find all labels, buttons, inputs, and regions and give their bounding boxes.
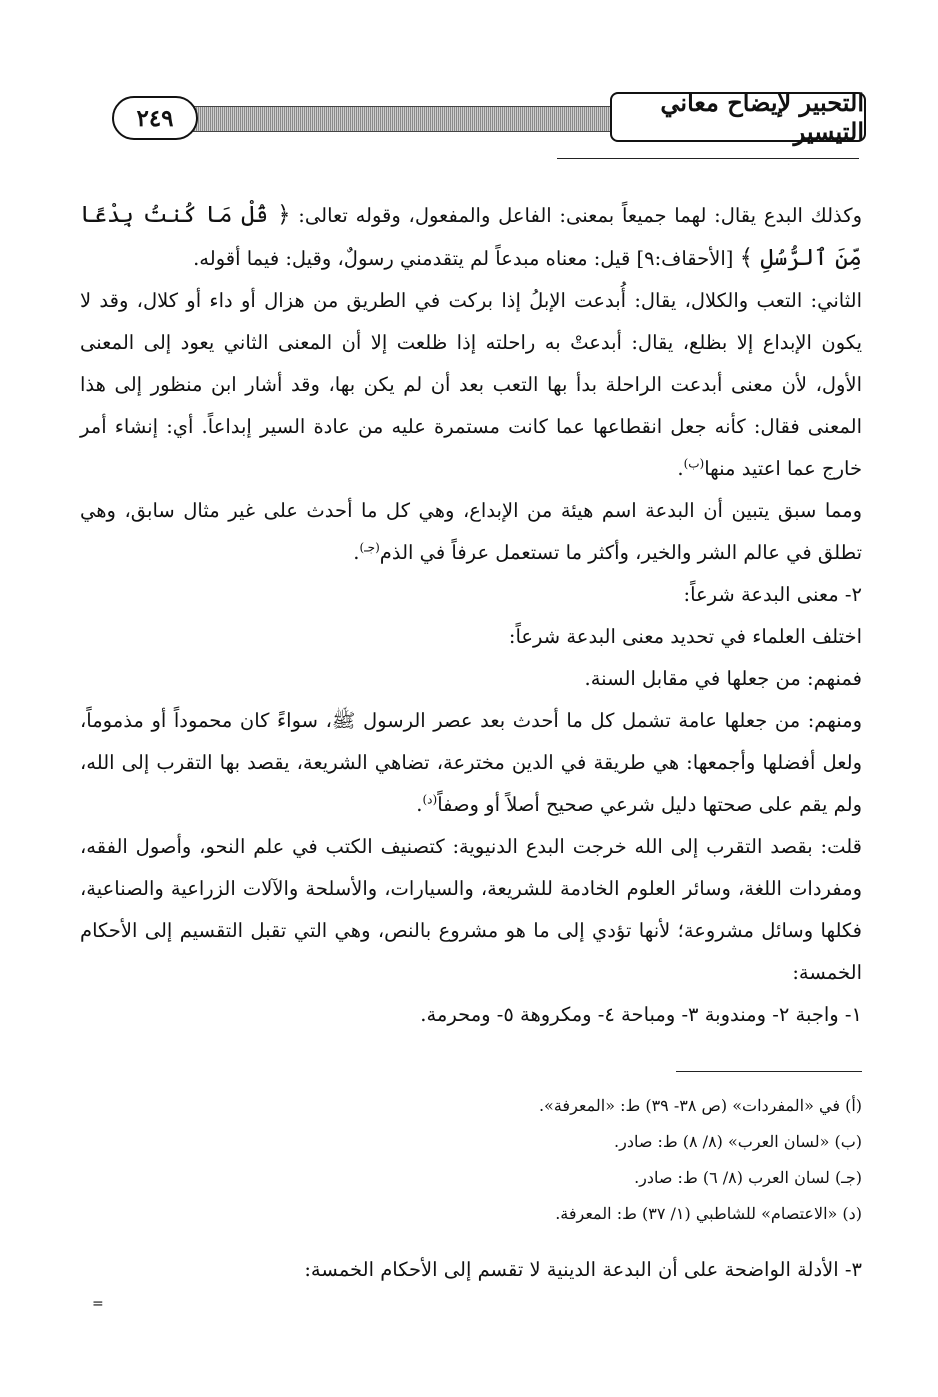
paragraph-7 (80, 700, 862, 826)
paragraph-3-end: . (353, 541, 360, 564)
next-section-heading: ٣- الأدلة الواضحة على أن البدعة الدينية لا تقسم إلى الأحكام الخمسة: (304, 1258, 862, 1281)
paragraph-9: ١- واجبة ٢- ومندوبة ٣- ومباحة ٤- ومكروهة ٥- ومحرمة. (420, 1003, 862, 1026)
footnote-b: (ب) «لسان العرب» (٨/ ٨) ط: صادر. (614, 1132, 862, 1151)
section-heading: ٢- معنى البدعة شرعاً: (683, 583, 862, 606)
paragraph-5: اختلف العلماء في تحديد معنى البدعة شرعاً: (508, 625, 862, 648)
footnote-ref-b: (ب) (683, 456, 705, 471)
paragraph-2-text: الثاني: التعب والكلال، يقال: أُبدعت الإبلُ إذا بركت في الطريق من هزال أو داء أو كلال، وقد لا يكون الإبداع إلا بظلع، يقال: أبدعتْ به راحلته إذا ظلعت إلا أن المعنى الثاني يعود إلى المعنى الأول، لأن معنى أبدعت الراحلة بدأ بها التعب بعد أن لم يكن بها، وقد أشار ابن منظور إلى هذا المعنى فقال: كأنه جعل انقطاعها عما كانت مستمرة عليه من عادة السير إبداعاً. أي: إنشاء أمر خارج عما اعتيد منها (80, 289, 862, 480)
main-text (80, 194, 862, 1036)
continuation-mark: = (92, 1296, 104, 1312)
footnote-rule (676, 1071, 862, 1072)
footnote-j: (جـ) لسان العرب (٨/ ٦) ط: صادر. (634, 1168, 862, 1187)
paragraph-1 (80, 194, 862, 280)
footnote-d: (د) «الاعتصام» للشاطبي (١/ ٣٧) ط: المعرفة. (555, 1204, 862, 1223)
page-number: ٢٤٩ (112, 96, 198, 140)
paragraph-3-text: ومما سبق يتبين أن البدعة اسم هيئة من الإبداع، وهي كل ما أحدث على غير مثال سابق، وهي تطلق في عالم الشر والخير، وأكثر ما تستعمل عرفاً في الذم (80, 499, 862, 564)
paragraph-1-tail: [الأحقاف:٩] قيل: معناه مبدعاً لم يتقدمني رسولٌ، وقيل: فيما أقوله. (193, 247, 734, 270)
footnote-ref-j: (جـ) (359, 540, 380, 555)
header-ornament-bar (174, 106, 616, 132)
paragraph-2-end: . (677, 457, 684, 480)
paragraph-2 (80, 280, 862, 490)
footnotes (80, 1088, 862, 1232)
quran-verse: ﴿ قُلْ مَا كُنتُ بِدْعًا مِّنَ ٱلرُّسُلِ ﴾ (80, 202, 862, 271)
header-rule (557, 158, 859, 159)
paragraph-7-end: . (416, 793, 423, 816)
paragraph-7-text: ومنهم: من جعلها عامة تشمل كل ما أحدث بعد عصر الرسول ﷺ، سواءً كان محموداً أو مذموماً، ولعل أفضلها وأجمعها: هي طريقة في الدين مخترعة، تضاهي الشريعة، يقصد بها التقرب إلى الله، ولم يقم على صحتها دليل شرعي صحيح أصلاً أو وصفاً (80, 709, 862, 816)
paragraph-6: فمنهم: من جعلها في مقابل السنة. (584, 667, 862, 690)
footnote-ref-d: (د) (422, 792, 438, 807)
paragraph-8: قلت: بقصد التقرب إلى الله خرجت البدع الدنيوية: كتصنيف الكتب في علم النحو، وأصول الفقه، ومفردات اللغة، وسائر العلوم الخادمة للشريعة، والسيارات، والأسلحة والآلات الزراعية والصناعية، فكلها وسائل مشروعة؛ لأنها تؤدي إلى ما هو مشروع بالنص، وهي التي تقبل التقسيم إلى الأحكام الخمسة: (80, 835, 862, 984)
page-header (104, 88, 866, 146)
footnote-a: (أ) في «المفردات» (ص ٣٨- ٣٩) ط: «المعرفة». (538, 1096, 862, 1115)
book-title: التحبير لإيضاح معاني التيسير (610, 92, 866, 142)
paragraph-3 (80, 490, 862, 574)
paragraph-1-lead: وكذلك البدع يقال: لهما جميعاً بمعنى: الفاعل والمفعول، وقوله تعالى: (290, 204, 862, 227)
